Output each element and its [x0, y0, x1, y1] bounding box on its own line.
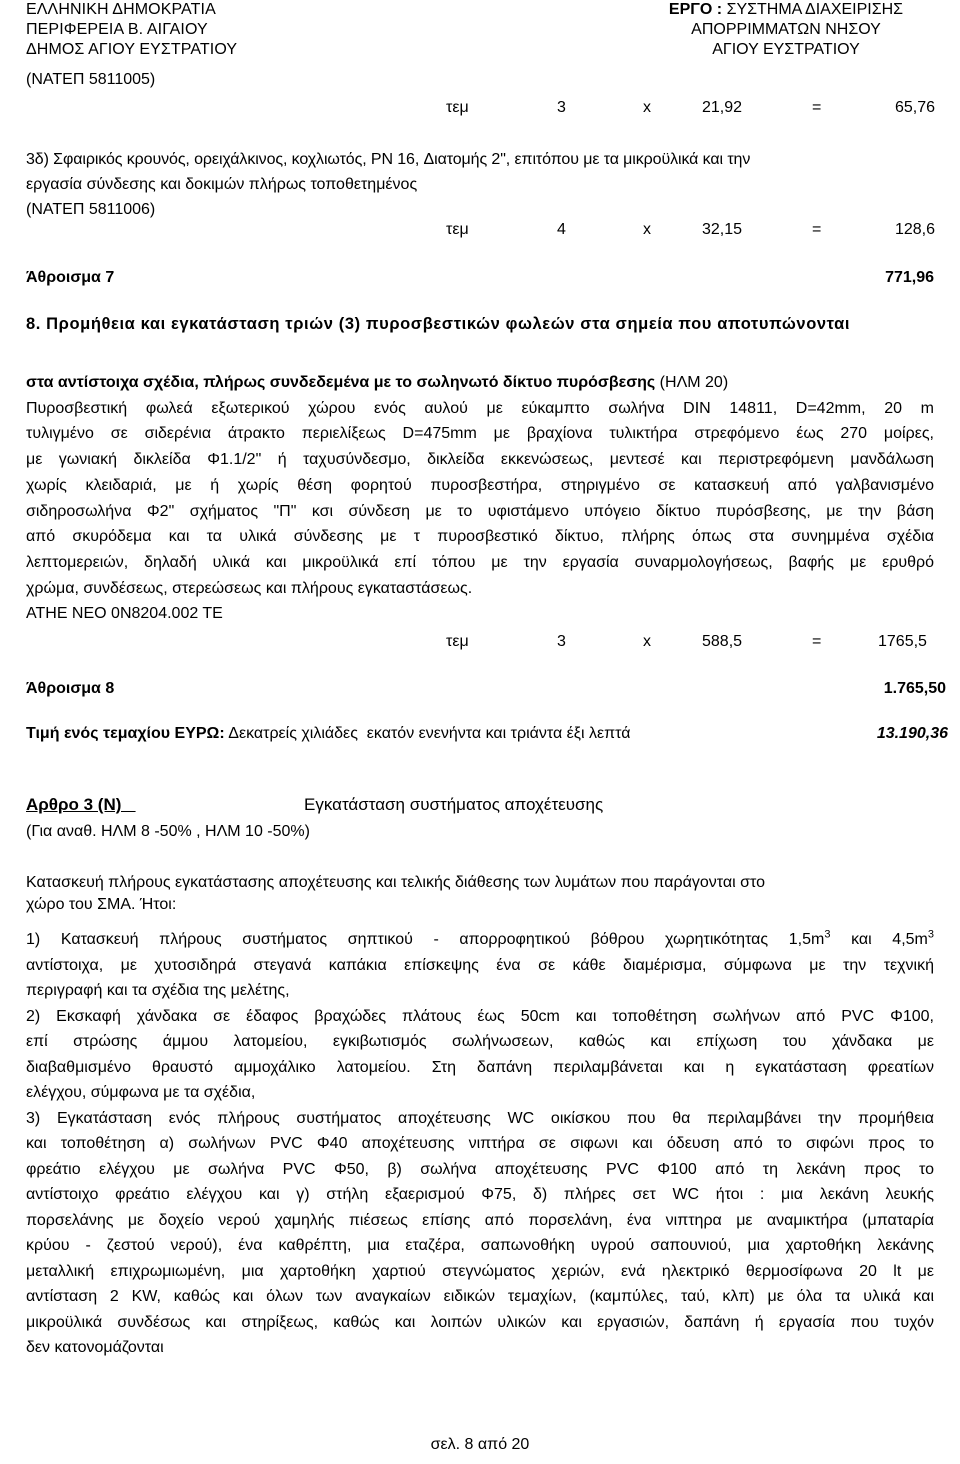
calc-row-3	[0, 632, 960, 652]
calc-eq: =	[812, 221, 822, 238]
header-project-1: ΣΥΣΤΗΜΑ ΔΙΑΧΕΙΡΙΣΗΣ	[726, 1, 904, 18]
item-3d	[26, 147, 934, 222]
calc-eq: =	[812, 99, 822, 116]
item-3-line: μικροϋλικά συνδέσως και στηρίξεως, καθώς και λοιπών υλικών και εργασιών, δαπάνη ή εργασία που τυχόν	[26, 1313, 934, 1331]
header-project-label: ΕΡΓΟ :	[668, 1, 723, 18]
unit-price-row	[26, 724, 948, 746]
article-3-intro	[26, 872, 934, 916]
intro-line: χώρο του ΣΜΑ. Ήτοι:	[26, 896, 177, 913]
sum-7-label: Άθροισμα 7	[26, 269, 115, 286]
calc-qty: 4	[557, 221, 566, 238]
article-3-items	[26, 927, 934, 1361]
item-3-line: αντίστοιχο φρεάτιο ελέγχου και γ) στήλη εξαερισμού Φ75, δ) πλήρες σετ WC ήτοι : μια λεκάνη λευκής	[26, 1186, 934, 1203]
item-3-line: κρύου - ζεστού νερού), ένα καθρέπτη, μια εταζέρα, σαπωνοθήκη υγρού σαπουνιού, μια χαρτοθήκη λεκάνης	[26, 1237, 934, 1254]
item-3-line: δεν κατονομάζονται	[26, 1339, 164, 1356]
item-3-line: φρεάτιο ελέγχου με σωλήνα PVC Φ50, β) σωλήνα αποχέτευσης PVC Φ100 από τη λεκάνη προς το	[26, 1160, 934, 1178]
item-8-desc-line: Πυροσβεστική φωλεά εξωτερικού χώρου ενός αυλού με εύκαμπτο σωλήνα DIN 14811, D=42mm, 20 m	[26, 399, 934, 417]
sum-8-row	[26, 679, 946, 701]
cubic-sup: 3	[927, 928, 934, 941]
header-country: ΕΛΛΗΝΙΚΗ ΔΗΜΟΚΡΑΤΙΑ	[26, 1, 216, 18]
header-project-line	[636, 0, 936, 20]
calc-times: x	[643, 633, 651, 650]
calc-row-2	[0, 220, 960, 240]
item-1-text-a: 1) Κατασκευή πλήρους συστήματος σηπτικού - απορροφητικού βόθρου χωρητικότητας 1,5m	[26, 931, 825, 948]
item-8-title: 8. Προμήθεια και εγκατάσταση τριών (3) πυροσβεστικών φωλεών στα σημεία που αποτυπώνονται	[26, 315, 851, 333]
calc-unit: τεμ	[446, 99, 469, 116]
calc-total: 1765,5	[878, 633, 927, 650]
header-right	[636, 0, 936, 60]
calc-price: 32,15	[702, 221, 743, 238]
item-2-line: 2) Εκσκαφή χάνδακα σε έδαφος βραχώδες πλάτους έως 50cm και τοποθέτηση σωλήνων από PVC Φ100,	[26, 1007, 934, 1025]
calc-qty: 3	[557, 99, 566, 116]
item-3-line: 3) Εγκατάσταση ενός πλήρους συστήματος αποχέτευσης WC οικίσκου που θα περιλαμβάνει την προμήθεια	[26, 1109, 934, 1127]
page-number: σελ. 8 από 20	[430, 1436, 530, 1453]
item-8-code: ΑΤΗΕ ΝΕΟ 0Ν8204.002 ΤΕ	[26, 605, 223, 623]
calc-times: x	[643, 99, 651, 116]
item-1-first-line	[26, 927, 934, 953]
item-1-text-b: και 4,5m	[830, 931, 928, 948]
header-region: ΠΕΡΙΦΕΡΕΙΑ Β. ΑΙΓΑΙΟΥ	[26, 21, 208, 38]
article-3-description: Εγκατάσταση συστήματος αποχέτευσης	[304, 795, 604, 814]
item-8-desc-line: με γωνιακή δικλείδα Φ1.1/2" ή ταχυσύνδεσμο, δικλείδα εκκενώσεως, μεντεσέ και περιστρεφόμενη μανδάλωση	[26, 451, 934, 469]
calc-price: 588,5	[702, 633, 743, 650]
item-8-desc-line: χρώμα, συνδέσεως, στερεώσεως και πλήρους εγκαταστάσεως.	[26, 579, 473, 597]
header-project-3: ΑΓΙΟΥ ΕΥΣΤΡΑΤΙΟΥ	[712, 41, 860, 58]
unit-price-label: Τιμή ενός τεμαχίου ΕΥΡΩ:	[26, 725, 225, 742]
item-3-line: μεταλλική επιχρωμιωμένη, μια χαρτοθήκη χαρτιού στεγνώματος χεριών, ενά ηλεκτρικό θερμοσίφωνα 20 lt με	[26, 1262, 934, 1280]
item-2-line: ελέγχου, σύμφωνα με τα σχέδια,	[26, 1084, 256, 1101]
item-8-subtitle-ref: (ΗΛΜ 20)	[655, 374, 729, 391]
calc-total: 128,6	[894, 221, 935, 238]
item-3	[26, 1106, 934, 1361]
item-3d-line-1: 3δ) Σφαιρικός κρουνός, ορειχάλκινος, κοχλιωτός, PN 16, Διατομής 2", επιτόπου με τα μικροϋλικά και την	[26, 151, 751, 168]
item-3-line: αντίσταση 2 KW, καθώς και όλων των αναγκαίων ειδικών τεμαχίων, (καμπύλες, ταύ, κλπ) με όλα τα υλικά και	[26, 1288, 934, 1305]
calc-qty: 3	[557, 633, 566, 650]
item-2	[26, 1004, 934, 1106]
item-8-desc-line: από σκυρόδεμα και τα υλικά σύνδεσης με τ πυροσβεστικό δίκτυο, πλήρης όπως στα συνημμένα σχέδια	[26, 528, 934, 546]
calc-eq: =	[812, 633, 822, 650]
calc-unit: τεμ	[446, 221, 469, 238]
item-3d-code: (ΝΑΤΕΠ 5811006)	[26, 201, 156, 218]
sum-8-value: 1.765,50	[883, 680, 946, 697]
item-3-line: πορσελάνης με δοχείο νερού χαμηλής πιέσεως επίσης από πορσελάνη, ένα νιπτηρα με αναμικτήρα (μπαταρία	[26, 1211, 934, 1229]
top-code: (ΝΑΤΕΠ 5811005)	[26, 71, 156, 88]
article-3-ref: (Για αναθ. ΗΛΜ 8 -50% , ΗΛΜ 10 -50%)	[26, 823, 310, 840]
item-3-line: και τοποθέτηση α) σωλήνων PVC Φ40 αποχέτευσης νιπτήρα σε σιφωνι και όδευση από το σιφώνι προς το	[26, 1135, 934, 1152]
item-8-body	[26, 370, 934, 627]
item-2-line: διαβαθμισμένο θραυστό αμμοχάλικο λατομείου. Στη δαπάνη περιλαμβάνεται και η εγκατάσταση φρεατίων	[26, 1058, 934, 1076]
article-3-title: Αρθρο 3 (Ν)	[26, 795, 136, 814]
item-3d-line-2: εργασία σύνδεσης και δοκιμών πλήρως τοποθετημένος	[26, 176, 418, 193]
item-8-subtitle	[26, 370, 934, 396]
calc-unit: τεμ	[446, 633, 469, 650]
item-2-line: επί στρώσης άμμου λατομείου, εγκιβωτισμός σωλήνωσεων, καθώς και επίχωση του χάνδακα με	[26, 1033, 934, 1050]
header-project-2: ΑΠΟΡΡΙΜΜΑΤΩΝ ΝΗΣΟΥ	[691, 21, 881, 38]
item-8-desc-line: σιδηροσωλήνα Φ2" σχήματος "Π" κσι σύνδεση με το υφιστάμενο υπόγειο δίκτυο πυρόσβεσης, με την βάση	[26, 502, 934, 520]
item-8-desc-line: τυλιγμένο σε σιδερένια άτρακτο περιελίξεως D=475mm με βραχίονα τυλικτήρα στρεφόμενο έως 270 μοίρες,	[26, 425, 934, 443]
intro-line: Κατασκευή πλήρους εγκατάστασης αποχέτευσης και τελικής διάθεσης των λυμάτων που παράγονται στο	[26, 874, 766, 891]
item-1	[26, 927, 934, 1004]
item-8-desc-line: λεπτομερειών, δηλαδή υλικά και μικροϋλικά επί τόπου με την εργασία συναρμολογήσεως, βαφής με ερυθρό	[26, 553, 934, 571]
item-1-line: αντίστοιχα, με χυτοσιδηρά στεγανά καπάκια επίσκεψης ένα σε κάθε διαμέρισμα, σύμφωνα με την τεχνική	[26, 956, 934, 974]
sum-7-row	[26, 268, 934, 290]
header-municipality: ΔΗΜΟΣ ΑΓΙΟΥ ΕΥΣΤΡΑΤΙΟΥ	[26, 41, 238, 58]
unit-price-amount: 13.190,36	[876, 725, 948, 742]
item-8-subtitle-bold: στα αντίστοιχα σχέδια, πλήρως συνδεδεμένα με το σωληνωτό δίκτυο πυρόσβεσης	[26, 374, 656, 391]
calc-total: 65,76	[894, 99, 935, 116]
calc-row-1	[0, 98, 960, 118]
sum-7-value: 771,96	[885, 269, 934, 286]
cubic-sup: 3	[824, 928, 831, 941]
item-1-line: περιγραφή και τα σχέδια της μελέτης,	[26, 982, 290, 999]
header-left	[26, 0, 386, 60]
item-8-description	[26, 396, 934, 602]
calc-price: 21,92	[702, 99, 743, 116]
calc-times: x	[643, 221, 651, 238]
sum-8-label: Άθροισμα 8	[26, 680, 115, 697]
unit-price-words: Δεκατρείς χιλιάδες εκατόν ενενήντα και τριάντα έξι λεπτά	[224, 725, 631, 742]
item-8-desc-line: χωρίς κλειδαριά, με ή χωρίς θέση φορητού πυροσβεστήρα, στηριγμένο σε κατασκευή από γαλβανισμένο	[26, 476, 934, 494]
